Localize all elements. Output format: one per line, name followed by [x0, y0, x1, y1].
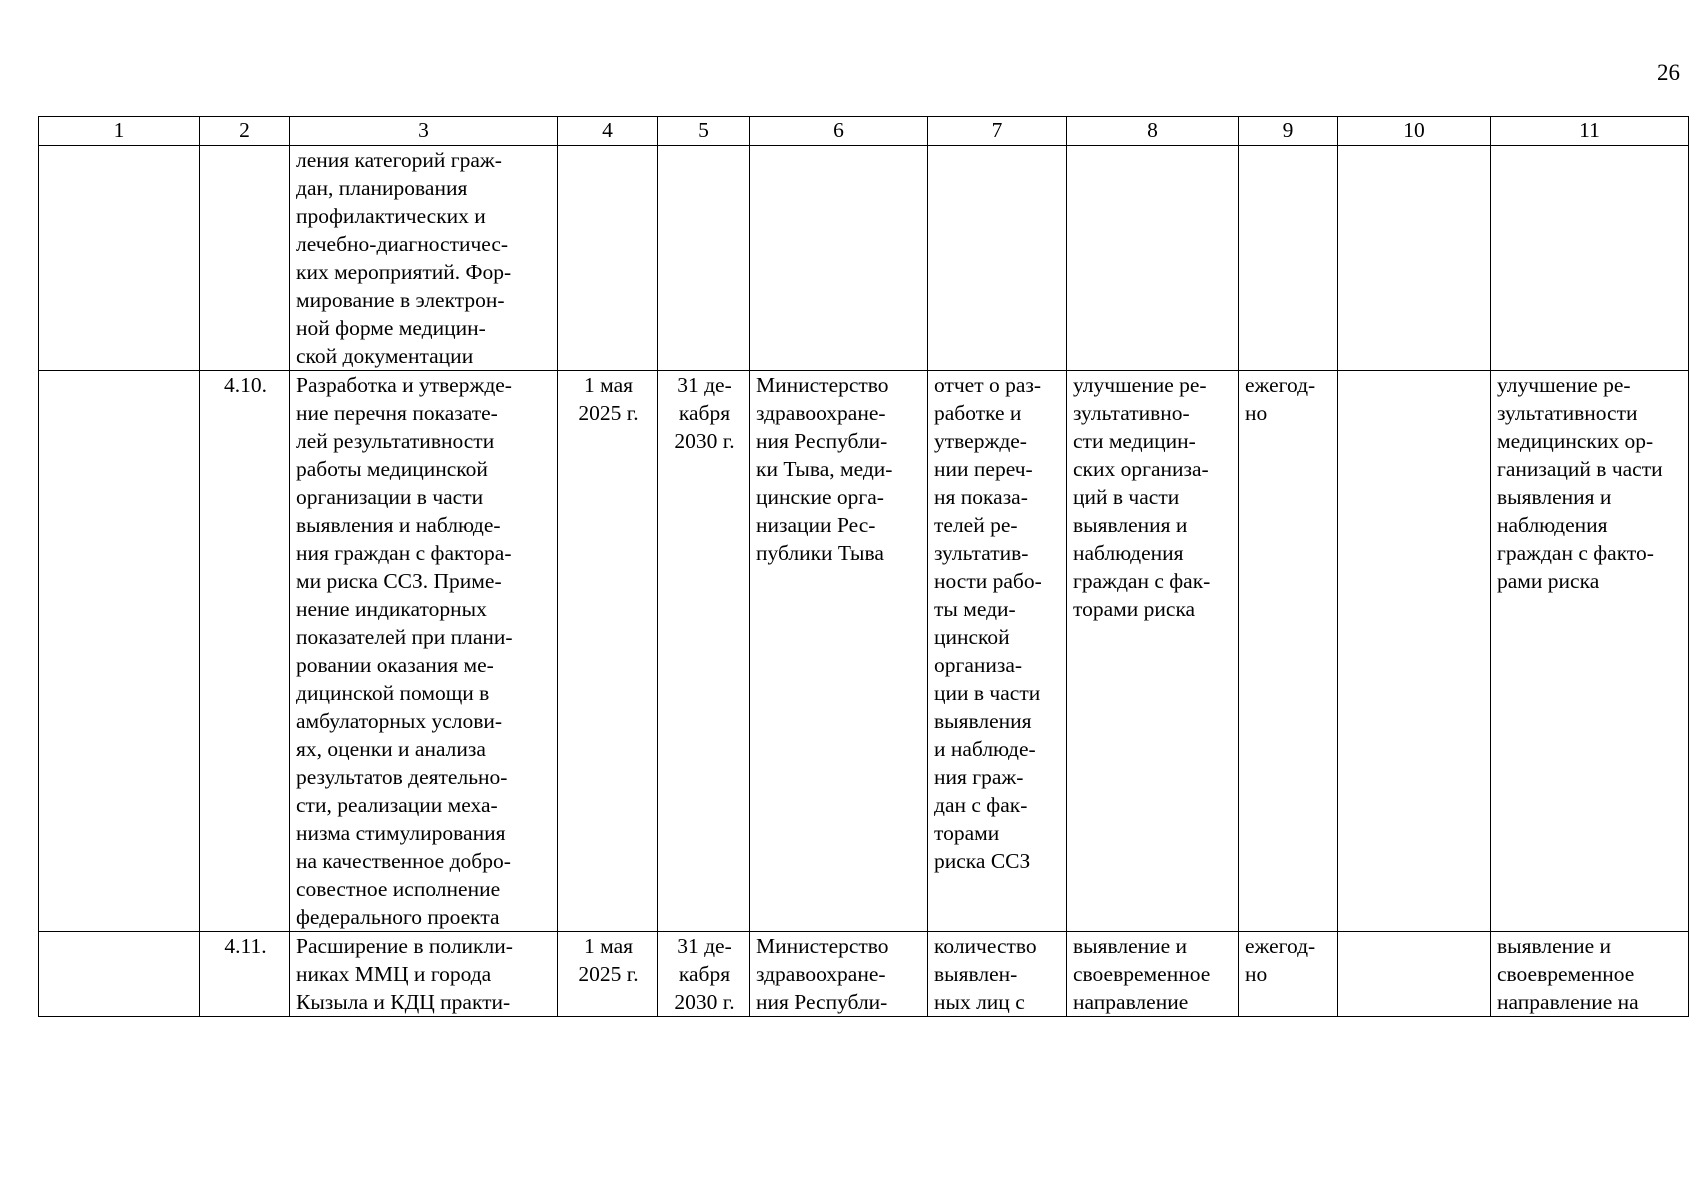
table-cell [200, 146, 290, 371]
table-cell [1491, 932, 1689, 1017]
table-cell [290, 932, 558, 1017]
table-cell [750, 146, 928, 371]
table-cell [1338, 371, 1491, 932]
expected-result: улучшение ре- зультативно- сти медицин- ских организа- ций в части выявления и наблюдения граждан с фак- торами риска [1073, 373, 1211, 621]
start-date: 1 мая 2025 г. [578, 934, 639, 986]
column-header-10: 10 [1338, 117, 1491, 146]
table-cell [1491, 146, 1689, 371]
table-cell [1239, 371, 1338, 932]
column-header-8: 8 [1067, 117, 1239, 146]
table-cell [1338, 932, 1491, 1017]
column-header-3: 3 [290, 117, 558, 146]
column-header-7: 7 [928, 117, 1067, 146]
table-cell [1067, 146, 1239, 371]
column-header-4: 4 [558, 117, 658, 146]
table-cell [928, 146, 1067, 371]
table-cell [750, 371, 928, 932]
table-cell [200, 932, 290, 1017]
table-row [39, 371, 1689, 932]
table-cell [290, 371, 558, 932]
outcome: улучшение ре- зультативности медицинских ор- ганизаций в части выявления и наблюдения граждан с факто- рами риска [1497, 373, 1663, 593]
table-row [39, 932, 1689, 1017]
table-cell [658, 932, 750, 1017]
table-cell [1239, 932, 1338, 1017]
table-cell [658, 146, 750, 371]
table-cell [1491, 371, 1689, 932]
table-cell [750, 932, 928, 1017]
column-header-5: 5 [658, 117, 750, 146]
table-cell [1067, 932, 1239, 1017]
table-cell [558, 371, 658, 932]
table-cell [558, 146, 658, 371]
page-number: 26 [1657, 60, 1680, 85]
table-cell [200, 371, 290, 932]
expected-result: выявление и своевременное направление [1073, 934, 1211, 1014]
deliverable: отчет о раз- работке и утвержде- нии переч- ня показа- телей ре- зультатив- ности рабо- ты меди- цинской организа- ции в части выявления и наблюде- ния граж- дан с фак- торами риска ССЗ [934, 373, 1042, 873]
table-cell [39, 371, 200, 932]
deliverable: количество выявлен- ных лиц с [934, 934, 1037, 1014]
end-date: 31 де- кабря 2030 г. [674, 934, 735, 1014]
table-cell [558, 932, 658, 1017]
frequency: ежегод- но [1245, 934, 1316, 986]
table-cell [928, 371, 1067, 932]
column-header-1: 1 [39, 117, 200, 146]
column-header-2: 2 [200, 117, 290, 146]
outcome: выявление и своевременное направление на [1497, 934, 1639, 1014]
column-header-11: 11 [1491, 117, 1689, 146]
table-cell [290, 146, 558, 371]
column-header-6: 6 [750, 117, 928, 146]
table-cell [39, 146, 200, 371]
plan-table [38, 116, 1689, 1017]
table-header-row [39, 117, 1689, 146]
frequency: ежегод- но [1245, 373, 1316, 425]
table-cell [1338, 146, 1491, 371]
table-cell [1239, 146, 1338, 371]
column-header-9: 9 [1239, 117, 1338, 146]
start-date: 1 мая 2025 г. [578, 373, 639, 425]
activity-description: Разработка и утвержде- ние перечня показате- лей результативности работы медицинской организации в части выявления и наблюде- ния граждан с фактора- ми риска ССЗ. Приме- нение индикаторных показателей при плани- ровании оказания ме- дицинской помощи в амбулаторных услови- ях, оценки и анализа результатов деятельно- сти, реализации меха- низма стимулирования на качественное добро- совестное исполнение федерального проекта [296, 373, 513, 929]
item-number: 4.11. [224, 934, 267, 958]
responsible-party: Министерство здравоохране- ния Республи- [756, 934, 889, 1014]
item-number: 4.10. [224, 373, 267, 397]
activity-description: Расширение в поликли- никах ММЦ и города Кызыла и КДЦ практи- [296, 934, 513, 1014]
end-date: 31 де- кабря 2030 г. [674, 373, 735, 453]
responsible-party: Министерство здравоохране- ния Республи- ки Тыва, меди- цинские орга- низации Рес- публики Тыва [756, 373, 893, 565]
table-cell [39, 932, 200, 1017]
table-cell [928, 932, 1067, 1017]
activity-description: ления категорий граж- дан, планирования профилактических и лечебно-диагностичес- ких мероприятий. Фор- мирование в электрон- ной форме медицин- ской документации [296, 148, 512, 368]
table-cell [1067, 371, 1239, 932]
table-cell [658, 371, 750, 932]
table-row [39, 146, 1689, 371]
